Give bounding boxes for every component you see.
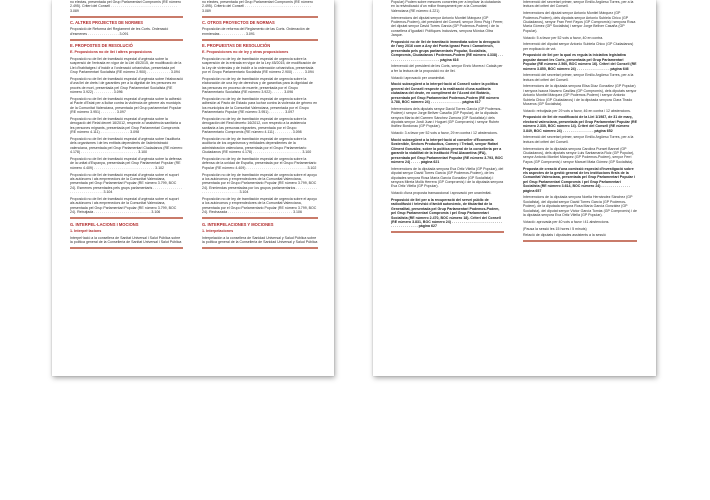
toc-entry: Proposición no de ley de tramitación especial de urgencia sobre la adhesión al Pacto de Estado para luchar contra la violencia de género en los municipios de la Comunitat Valenciana, presentada por el Grupo Parlamentario Popular (RE número 3.951) . . . . . . . . 3.097	[202, 97, 318, 115]
toc-entry: Proposición no de ley de tramitación especial de urgencia sobre el apoyo a los autónomos y emprendedores de la Comunitat Valenciana, presentada por el Grupo Parlamentario Popular (RE número 3.799, BOC 24). Rechazada . . . . . . . . . . . . . . . . . . . . . . . . . . . . . . . . . 3.106	[202, 197, 317, 215]
toc-entry: Proposición no de ley de tramitación especial de urgencia sobre la suspensión de la entrada en vigor de la Ley 45/2015, de modificación de la Ley de viviendas y de incidir a la ordenación urbanística, presentada por el Grupo Parlamentario Socialista (RE número 2.900) . . . . . . 3.094	[202, 57, 316, 75]
page-right-column-left	[391, 0, 504, 236]
top-text: no electes, presentada pel Grup Parlamentari Compromís (RE número 2.495). Criterio del Consell . . . . . . . . . . . . . . . . . . . . . . . . . . . . . . . . . . 3.089	[202, 0, 313, 13]
agenda-item-detail: Intervenció del secretari primer, senyor Emilio Argüeso Torres, per a la lectura del criteri del Consell.	[523, 135, 634, 144]
toc-entry: Proposición no de ley de tramitación especial de urgencia sobre la elaboración de una ley de derechos y de garantías para la dignidad de las personas en proceso de muerte, presentada por el Grupo Parlamentario Socialista (RE número 3.922) . . . . . . 3.096	[202, 77, 313, 95]
section-divider	[391, 231, 504, 233]
toc-entry: Proposició no de llei de tramitació especial d'urgència sobre l'auditoria dels organismes i de les entitats dependents de l'administració valenciana, presentada pel Grup Parlamentari Ciudadanos (RE número 4.178) . . . . . . . . . . . . . . . . . . . . . . . . . . . . . 3.100	[70, 137, 183, 155]
toc-entry: Proposició no de llei de tramitació especial d'urgència sobre el suport als autònoms i als emprenedors de la Comunitat Valenciana, presentada pel Grup Parlamentari Popular (RE número 3.799, BOC 24). Esmenes presentades pels grups parlamentaris . . . . . . . . . . . . . . . . . . . . . . . . . . . . . . . . 3.104	[70, 172, 182, 195]
subsection-title: 1. Interpelaciones	[202, 228, 234, 233]
agenda-item-detail: Intervenció del secretari primer, senyor Emilio Argüeso Torres, per a la lectura del criteri del Consell.	[523, 0, 634, 9]
agenda-item-detail: Intervencions del diputat senyor Antonio Montiel Márquez (GP Podemos-Podem), dels diputats senyor Antonio Subiela Chico (GP Ciudadanos), senyor Fran Ferri Fayos (GP Compromís) i senyora Rosa María Gómez (GP Socialista) i senyor Jorge Bellver Casaña (GP Popular).	[523, 11, 636, 33]
section-title: E. PROPOSTES DE RESOLUCIÓ	[70, 43, 133, 49]
subsection-title: E. Proposicions no de llei i altres proposicions	[70, 50, 152, 55]
agenda-item-detail: (Pausa la sessió les 15 hores i 5 minuts)	[523, 226, 587, 231]
toc-entry: Proposició no de llei de tramitació especial d'urgència sobre la adhesió al Pacte d'Estat per a lluitar contra la violència de gènere als municipis de la Comunitat Valenciana, presentada pel Grup parlamentari Popular (RE número 3.951) . . . . . . . . 3.097	[70, 97, 182, 115]
page-right-column-right	[523, 0, 637, 245]
agenda-item-detail: Intervencions de la diputada senyora Carolina Punset Bannel (GP Ciudadanos), dels diputats senyor Luis Santamaría Ruiz (GP Popular), senyor Antonio Montiel Márquez (GP Podemos-Podem), senyor Ferri Fayos (GP Compromís) i senyor Manuel Mata Gómez (GP Socialista).	[523, 146, 635, 164]
section-title: C. OTROS PROYECTOS DE NORMAS	[202, 20, 275, 26]
section-divider	[202, 217, 318, 219]
agenda-item-title: Proposició de llei per la qual es regula la iniciativa legislativa popular davant les Corts, presentada pel Grup Parlamentari Popular (RE número 2.560, BOC número 16). Criteri del Consell (RE número 3.850, BOC número 24) . . . . . . . . . . . . . . . . . pàgina 646	[523, 53, 637, 71]
agenda-item-detail: Relació de diputats i diputades assistents a la sessió	[523, 233, 606, 238]
agenda-item-detail: Intervenció del diputat senyor Antonio Subiela Chico (GP Ciudadanos) per explicació de vot.	[523, 42, 634, 51]
page-left-column-spanish	[202, 0, 318, 251]
agenda-item-detail: Votació: aprovada per 40 vots a favor i 41 abstencions.	[523, 219, 610, 224]
agenda-item-detail: Intervencions de la diputada senyora Noelia Hernández Sánchez (GP Socialista), del diputat senyor David Torres García (GP Podemos-Podem), de la diputada senyora Rosa María García González (GP Socialista), del diputat senyor Víctor García Tomàs (GP Compromís) i de la diputada senyora Eva Ortiz Vilella (GP Popular).	[523, 195, 638, 218]
agenda-item-title: Proposta de creació d'una comissió especial d'investigació sobre els aspectes de la gestió general de les institucions firals de la Comunitat Valenciana, presentada pel Grup Parlamentari Popular i pel Grup Parlamentari Compromís i pel Grup Parlamentari Socialista (RE número 3.614, BOC número 24) . . . . . . . . . . . . . . . pàgina 657	[523, 166, 635, 193]
agenda-item-detail: Intervencions de la diputada senyora Elisa Díaz González (GP Popular) i senyora Isaura Navarro Casillas (GP Compromís), dels diputats senyor Antonio Montiel Márquez (GP Podemos-Podem) i senyor Antonio Subiela Chico (GP Ciudadanos) i de la diputada senyora Clara Tirado Museros (GP Socialista).	[523, 84, 637, 107]
agenda-item-title: Moció subsegüent a la interpel·lació al Consell sobre la política general del Consell respecte a la realització d'una auditoria ciutadana del deute, en compliment de l'Acord del Botànic, presentada pel Grup Parlamentari Podemos-Podem (RE número 3.788, BOC número 24) . . . . . . . . . . . . . . . . pàgina 617	[391, 82, 500, 104]
agenda-item-detail: Intervenció del president de les Corts, senyor Enric Morera i Català per a fer la lectura de la proposició no de llei.	[391, 64, 503, 73]
toc-entry: Proposició no de llei de tramitació especial d'urgència sobre la derogació del Reial decret 16/2012, respecte a l'assistència sanitària a les persones migrants, presentada pel Grup Parlamentari Compromís (RE número 4.111) . . . . . . . . . . . . . . . 3.098	[70, 117, 181, 135]
agenda-item-detail: Popular) Podem sobre mesures concretes per a implicar la ciutadania en la reivindicació d'un millor finançament per a la Comunitat Valenciana (RE número 4.221)	[391, 0, 501, 13]
toc-entry: Interpel·lació a la consellera de Sanitat Universal i Salut Pública sobre la política general de la Conselleria de Sanitat Universal i Salut Pública	[70, 235, 182, 244]
subsection-title: 1. Interpel·lacions	[70, 228, 102, 233]
toc-entry: Proposición no de ley de tramitación especial de urgencia sobre la defensa de la unidad de España, presentada por el Grupo Parlamentario Popular (RE número 4.409) . . . . . . . . . . . . . . . . . . . . . . . . . . . . . . . 3.102	[202, 157, 317, 170]
toc-entry: Proposició no de llei de tramitació especial d'urgència sobre l'elaboració d'una llei de drets i de garanties per a la dignitat de les persones en procés de mort, presentada pel Grup Parlamentari Socialista (RE número 3.922) . . . . . . . . . . 3.096	[70, 77, 183, 95]
section-divider	[70, 16, 183, 18]
section-divider	[70, 217, 183, 219]
agenda-item-title: Proposició no de llei de tramitació immediata sobre la derogació de l'any 2016 com a Any del Poeta Ignasi Pons i Camarlench, presentada pels grups parlamentaris Popular, Socialista, Compromís, Ciudadanos i Podemos-Podem (RE número 4.338) . . . . . . . . . . . . . . . . . . . . . . . . . . . . pàgina 616	[391, 40, 503, 62]
agenda-item-detail: Intervencions del diputat senyor Antonio Montiel Márquez (GP Podemos-Podem), del president del Consell, senyor Ximo Puig i Ferrer, del diputat senyor David Torres García (GP Podemos-Podem) i de la consellera d'Igualtat i Polítiques Inclusives, senyora Mónica Oltra Jarque.	[391, 15, 504, 38]
agenda-item-detail: Intervencions dels diputats senyor David Torres García (GP Podemos-Podem) i senyor Jorge Bellver Casaña (GP Popular), de la diputada senyora María del Carmen Sánchez Zamora (GP Socialista) i dels diputats senyor Jordi Juan i Huguet (GP Compromís) i senyor Rubén Ibáñez Bordonau (GP Popular).	[391, 106, 502, 129]
toc-entry: Proposició de Reforma del Reglament de les Corts. Ordenació d'esmenes . . . . . . . . . . . . . . . . 3.091	[70, 27, 169, 36]
toc-entry: Proposició no de llei de tramitació especial d'urgència sobre la defensa de la unitat d'Espanya, presentada pel Grup Parlamentari Popular (RE número 4.409) . . . . . . . . . . . . . . . . . . . . . . . . . . . . . . . 3.102	[70, 157, 182, 170]
toc-entry: Proposició no de llei de tramitació especial d'urgència sobre la suspensió de l'entrada en vigor de la Llei 45/2015, de modificació de la Llei d'habitatges i d'incidir a l'ordenació urbanística, presentada pel Grup Parlamentari Socialista (RE número 2.900) . . . . . . . . . . . . 3.094	[70, 57, 182, 75]
agenda-item-detail: Intervenció del secretari primer, senyor Emilio Argüeso Torres, per a la lectura del criteri del Consell.	[523, 73, 634, 82]
document-page-right	[373, 0, 656, 376]
agenda-item-title: Proposició de llei per a la recuperació del servei públic de radiodifusió i televisió d'àmbit autonòmic, de titularitat de la Generalitat, presentada pel Grup Parlamentari Podemos-Podem, pel Grup Parlamentari Compromís i pel Grup Parlamentari Socialista (RE número 2.470, BOC número 18). Criteri del Consell (RE número 3.831, BOC número 24) . . . . . . . . . . . . . . . . . . . . . . . . . . . . . . . . . . . . . . . . pàgina 627	[391, 197, 503, 229]
page-left-column-valencian	[70, 0, 183, 251]
agenda-item-detail: Votació: 3 a favor per 52 vots a favor, 29 en contra i 12 abstencions.	[391, 131, 498, 136]
section-title: E. PROPUESTAS DE RESOLUCIÓN	[202, 43, 271, 49]
toc-entry: Proposición no de ley de tramitación especial de urgencia sobre la auditoría de los organismos y entidades dependientes de la administración valenciana, presentada por el Grupo Parlamentario Ciudadanos (RE número 4.178) . . . . . . . . . . . . . . . . . . . . . . . . . 3.100	[202, 137, 312, 155]
agenda-item-detail: Votació: rebutjada per 29 vots a favor, 46 en contra i 12 abstencions.	[523, 108, 631, 113]
section-divider	[70, 247, 183, 249]
section-divider	[70, 39, 183, 41]
toc-entry: Proposició no de llei de tramitació especial d'urgència sobre el suport als autònoms i als emprenedors de la Comunitat Valenciana, presentada pel Grup Parlamentari Popular (RE número 3.799, BOC 24). Rebutjada . . . . . . . . . . . . . . . . . . . . . . . . . . . . . 3.106	[70, 197, 179, 215]
section-divider	[202, 247, 318, 249]
section-divider	[202, 39, 318, 41]
toc-entry: Proposición no de ley de tramitación especial de urgencia sobre el apoyo a los autónomos y emprendedores de la Comunitat Valenciana, presentada por el Grupo Parlamentario Popular (RE número 3.799, BOC 24). Enmiendas presentadas por los grupos parlamentarios . . . . . . . . . . . . . . . . . . . . . . . . . . . . . . 3.104	[202, 172, 317, 195]
subsection-title: E. Proposiciones no de ley y otras proposiciones	[202, 50, 289, 55]
section-divider	[202, 16, 318, 18]
toc-entry: Interpelación a la consellera de Sanidad Universal y Salud Pública sobre la política general de la Conselleria de Sanidad Universal y Salud Pública	[202, 235, 318, 244]
section-title: C. ALTRES PROJECTES DE NORMES	[70, 20, 144, 26]
section-title: G. INTERPELACIONES Y MOCIONES	[202, 221, 274, 227]
agenda-item-detail: Intervencions de la diputada senyora Eva Ortiz Vilella (GP Popular), del diputat senyor David Torres García (GP Podemos-Podem), de les diputades senyora Rosa María García González (GP Socialista) i senyora Mireia Mollà Herrera (GP Compromís) i de la diputada senyora Eva Ortiz Vilella (GP Popular).	[391, 166, 504, 189]
top-text: no electas, presentada pel Grup Parlamentari Compromís (RE número 2.495). Criteri del Consell . . . . . . . . . . . . . . . . . . . . . . . . . . . . . . . . . . 3.089	[70, 0, 181, 13]
toc-entry: Proposición no de ley de tramitación especial de urgencia sobre la derogación del Real decreto 16/2012, con respecto a la asistencia sanitaria a las personas migrantes, presentada por el Grupo Parlamentario Compromís (RE número 4.111) . . . . . . . . . 3.098	[202, 117, 307, 135]
agenda-item-detail: Votació i aprovació per unanimitat.	[391, 75, 446, 80]
agenda-item-title: Proposició de llei de modificació de la Llei 1/1987, de 31 de març, electoral valenciana, presentada pel Grup Parlamentari Popular (RE número 2.330, BOC número 14). Criteri del Consell (RE número 3.849, BOC número 24) . . . . . . . . . . . . . . . . pàgina 652	[523, 115, 637, 133]
agenda-item-title: Moció subsegüent a la interpel·lació al conseller d'Economia Sostenible, Sectors Productius, Comerç i Treball, senyor Rafael Climent González, sobre la política general de la conselleria per a garantir la viabilitat de la Institució Firal Alacantina (IFA), presentada pel Grup Parlamentari Popular (RE número 3.793, BOC número 24) . . . . . pàgina 621	[391, 137, 503, 164]
toc-entry: Proposición de reforma del Reglamento de las Corts. Ordenación de enmiendas . . . . . . . . . . . . . 3.091	[202, 27, 310, 36]
section-title: G. INTERPEL·LACIONS I MOCIONS	[70, 221, 139, 227]
section-divider	[523, 240, 637, 242]
document-page-left	[52, 0, 334, 376]
agenda-item-detail: Votació d'una proposta transaccional i aprovació per unanimitat.	[391, 191, 492, 196]
agenda-item-detail: Votació: 5 a favor per 52 vots a favor, 40 en contra.	[523, 35, 604, 40]
